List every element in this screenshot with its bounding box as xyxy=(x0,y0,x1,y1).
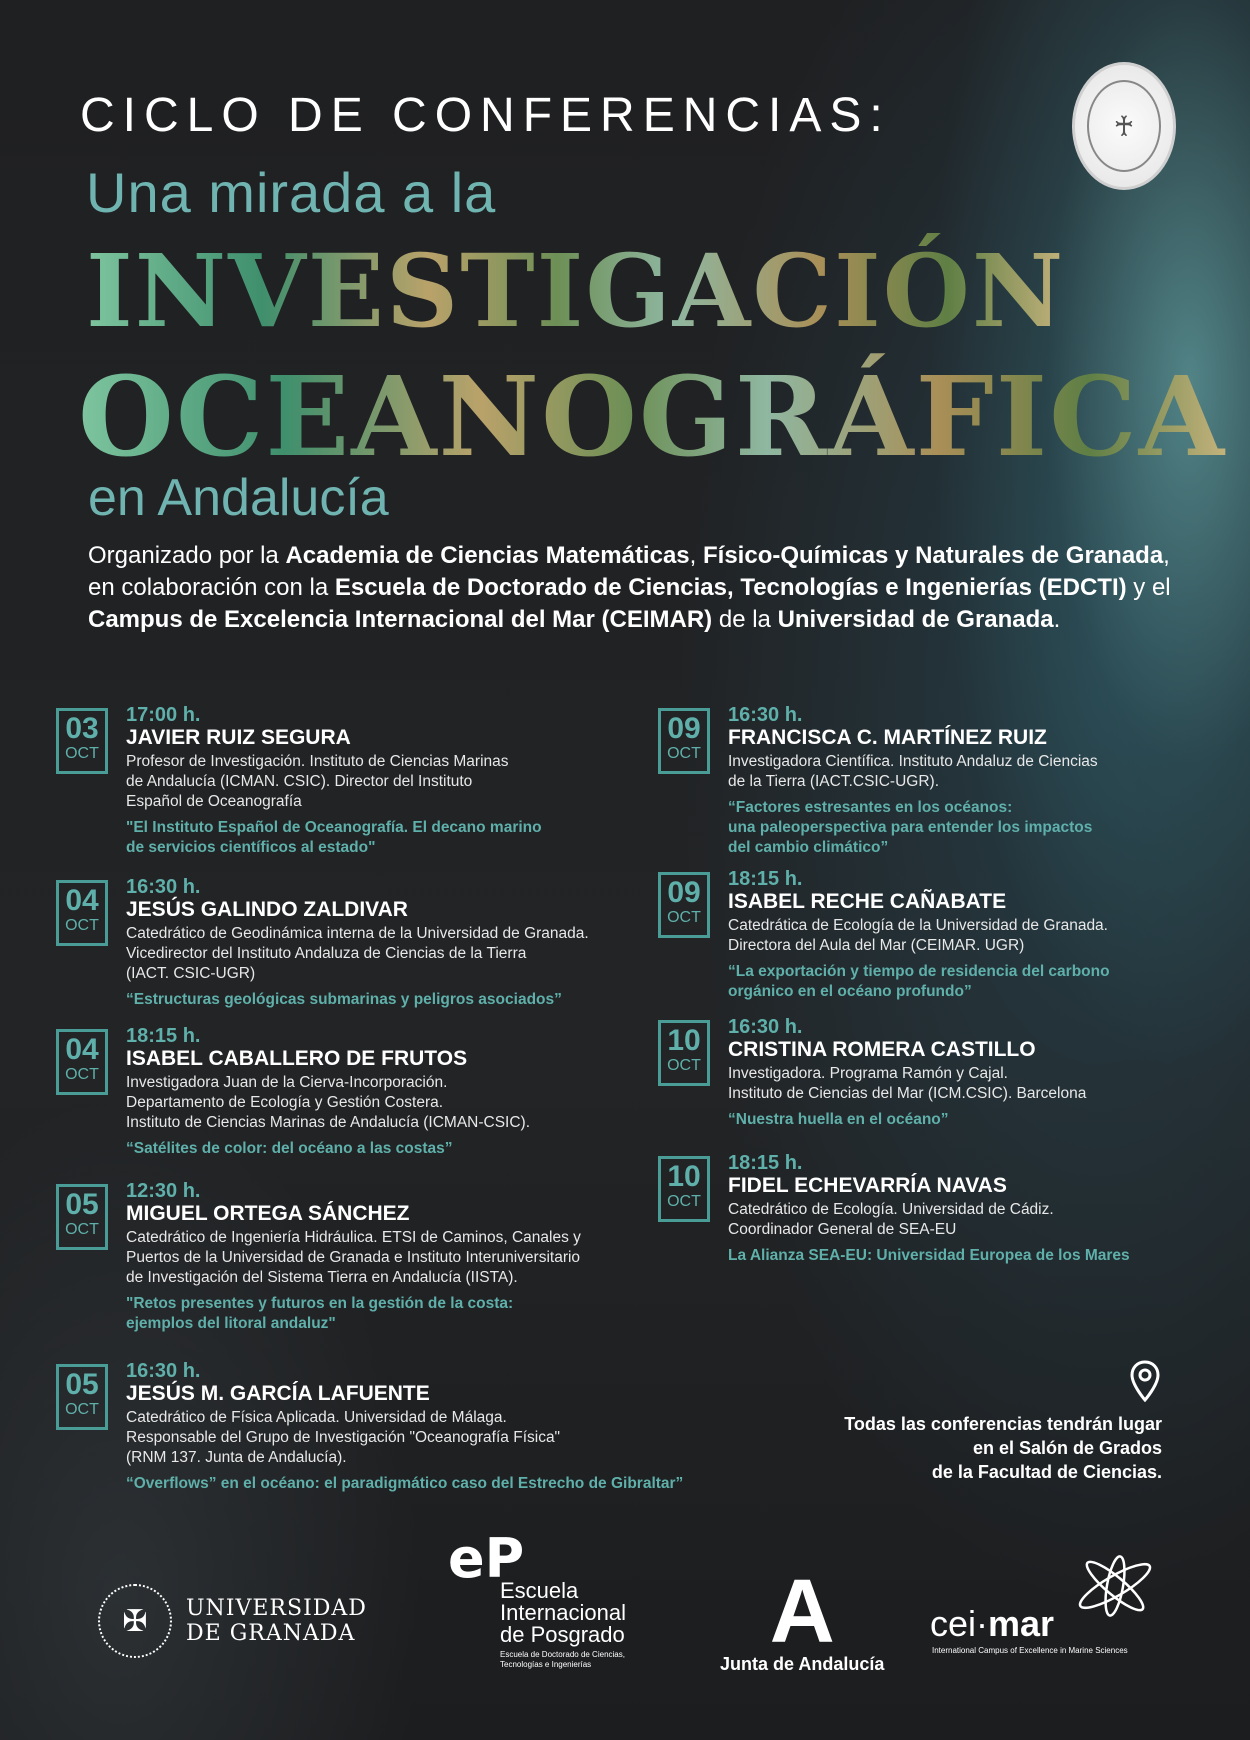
intro-bold: Universidad de Granada xyxy=(777,606,1054,633)
event-body xyxy=(126,1180,686,1334)
intro-paragraph xyxy=(88,540,1198,636)
date-day: 05 xyxy=(65,1188,99,1221)
talk-title xyxy=(126,1139,686,1159)
venue-note xyxy=(844,1412,1162,1484)
title-line-2: OCEANOGRÁFICA xyxy=(78,352,1227,481)
description-line: Catedrático de Ecología. Universidad de Cádiz. xyxy=(728,1201,1054,1218)
description-line: Investigadora Juan de la Cierva-Incorporación. xyxy=(126,1074,448,1091)
cycle-label: CICLO DE CONFERENCIAS: xyxy=(80,89,891,142)
event-body xyxy=(126,704,686,858)
description-line: Catedrática de Ecología de la Universidad de Granada. xyxy=(728,917,1108,934)
date-box xyxy=(56,1364,108,1430)
date-month: OCT xyxy=(667,1193,701,1210)
speaker-description xyxy=(728,1200,1228,1240)
eip-mark-icon: eP xyxy=(448,1527,525,1590)
intro-text: , en colaboración con la xyxy=(88,542,1170,601)
talk-line: ejemplos del litoral andaluz" xyxy=(126,1315,336,1332)
speaker-description xyxy=(126,924,686,984)
speaker-description xyxy=(728,752,1228,792)
event-body xyxy=(126,1025,686,1159)
academy-seal-logo xyxy=(1072,62,1176,190)
date-month: OCT xyxy=(65,1221,99,1238)
event-body xyxy=(126,876,686,1010)
talk-title xyxy=(728,1246,1228,1266)
speaker-description xyxy=(126,1228,686,1288)
date-month: OCT xyxy=(65,1401,99,1418)
intro-text: de la xyxy=(712,606,778,633)
event-time: 16:30 h. xyxy=(126,876,201,898)
description-line: Catedrático de Ingeniería Hidráulica. ETSI de Caminos, Canales y xyxy=(126,1229,581,1246)
event-time: 12:30 h. xyxy=(126,1180,201,1202)
event-body xyxy=(728,868,1228,1002)
event-body xyxy=(126,1360,686,1494)
event-time: 18:15 h. xyxy=(728,1152,803,1174)
date-day: 04 xyxy=(65,1033,99,1066)
event-time: 18:15 h. xyxy=(728,868,803,890)
speaker-name: JESÚS GALINDO ZALDIVAR xyxy=(126,898,408,921)
date-box xyxy=(658,1020,710,1086)
talk-title xyxy=(126,1294,686,1334)
eip-line: Internacional xyxy=(500,1600,626,1625)
event-time: 16:30 h. xyxy=(728,704,803,726)
ceimar-suffix: mar xyxy=(988,1603,1055,1644)
eip-logo xyxy=(448,1527,648,1682)
event-time: 18:15 h. xyxy=(126,1025,201,1047)
date-day: 03 xyxy=(65,712,99,745)
description-line: Vicedirector del Instituto Andaluza de Ciencias de la Tierra xyxy=(126,945,527,962)
speaker-name: MIGUEL ORTEGA SÁNCHEZ xyxy=(126,1202,410,1225)
intro-bold: Escuela de Doctorado de Ciencias, Tecnologías e Ingenierías (EDCTI) xyxy=(334,574,1127,601)
venue-line: de la Facultad de Ciencias. xyxy=(931,1462,1162,1482)
date-month: OCT xyxy=(65,745,99,762)
description-line: Directora del Aula del Mar (CEIMAR. UGR) xyxy=(728,937,1025,954)
date-month: OCT xyxy=(65,917,99,934)
date-day: 10 xyxy=(667,1160,701,1193)
talk-line: "El Instituto Español de Oceanografía. El decano marino xyxy=(126,819,542,836)
date-month: OCT xyxy=(667,745,701,762)
date-month: OCT xyxy=(667,909,701,926)
speaker-description xyxy=(126,1073,686,1133)
speaker-name: JESÚS M. GARCÍA LAFUENTE xyxy=(126,1382,430,1405)
date-month: OCT xyxy=(65,1066,99,1083)
date-box xyxy=(658,708,710,774)
eip-line: de Posgrado xyxy=(500,1622,625,1647)
ugr-logo xyxy=(98,1584,367,1658)
location-pin-icon xyxy=(1130,1360,1160,1402)
intro-text: Organizado por la xyxy=(88,542,286,569)
description-line: (IACT. CSIC-UGR) xyxy=(126,965,256,982)
event-body xyxy=(728,704,1228,858)
ceimar-subtitle: International Campus of Excellence in Marine Sciences xyxy=(932,1646,1128,1655)
speaker-description xyxy=(728,1064,1228,1104)
intro-bold: Físico-Químicas y Naturales de Granada xyxy=(703,542,1164,569)
talk-title xyxy=(126,990,686,1010)
ceimar-name xyxy=(930,1604,1054,1644)
date-box xyxy=(56,1029,108,1095)
date-box xyxy=(658,872,710,938)
speaker-name: FRANCISCA C. MARTÍNEZ RUIZ xyxy=(728,726,1047,749)
talk-line: “Estructuras geológicas submarinas y peligros asociados” xyxy=(126,991,562,1008)
venue-line: en el Salón de Grados xyxy=(972,1438,1162,1458)
description-line: Responsable del Grupo de Investigación "Oceanografía Física" xyxy=(126,1429,561,1446)
talk-title xyxy=(126,1474,686,1494)
description-line: de Andalucía (ICMAN. CSIC). Director del Instituto xyxy=(126,773,473,790)
talk-title xyxy=(126,818,686,858)
date-day: 05 xyxy=(65,1368,99,1401)
date-box xyxy=(658,1156,710,1222)
subtitle: Una mirada a la xyxy=(86,161,497,224)
talk-line: “La exportación y tiempo de residencia del carbono xyxy=(728,963,1110,980)
date-day: 09 xyxy=(667,876,701,909)
talk-title xyxy=(728,798,1228,858)
talk-line: del cambio climático” xyxy=(728,839,889,856)
description-line: (RNM 137. Junta de Andalucía). xyxy=(126,1449,347,1466)
ugr-line: DE GRANADA xyxy=(186,1621,356,1646)
region-label: en Andalucía xyxy=(88,469,389,527)
intro-text: , xyxy=(689,542,703,569)
event-body xyxy=(728,1152,1228,1266)
speaker-description xyxy=(126,1408,686,1468)
eip-subtitle: Escuela de Doctorado de Ciencias, Tecnologías e Ingenierías xyxy=(500,1650,625,1669)
talk-line: “Overflows” en el océano: el paradigmático caso del Estrecho de Gibraltar” xyxy=(126,1475,684,1492)
talk-line: de servicios científicos al estado" xyxy=(126,839,376,856)
description-line: Puertos de la Universidad de Granada e Instituto Interuniversitario xyxy=(126,1249,581,1266)
seal-figure-icon: ♰ xyxy=(1087,80,1161,172)
description-line: Investigadora. Programa Ramón y Cajal. xyxy=(728,1065,1008,1082)
description-line: Instituto de Ciencias Marinas de Andalucía (ICMAN-CSIC). xyxy=(126,1114,531,1131)
intro-text: . xyxy=(1053,606,1061,633)
description-line: Instituto de Ciencias del Mar (ICM.CSIC). Barcelona xyxy=(728,1085,1087,1102)
description-line: Profesor de Investigación. Instituto de Ciencias Marinas xyxy=(126,753,509,770)
title-line-1: INVESTIGACIÓN xyxy=(86,232,1066,350)
date-day: 04 xyxy=(65,884,99,917)
speaker-name: ISABEL RECHE CAÑABATE xyxy=(728,890,1007,913)
date-box xyxy=(56,708,108,774)
speaker-name: JAVIER RUIZ SEGURA xyxy=(126,726,351,749)
description-line: de Investigación del Sistema Tierra en Andalucía (IISTA). xyxy=(126,1269,518,1286)
talk-line: “Satélites de color: del océano a las costas” xyxy=(126,1140,453,1157)
event-time: 16:30 h. xyxy=(728,1016,803,1038)
junta-logo xyxy=(720,1562,885,1675)
date-month: OCT xyxy=(667,1057,701,1074)
junta-a-icon: A xyxy=(769,1562,835,1662)
ugr-crest-icon: ✠ xyxy=(98,1584,172,1658)
speaker-name: ISABEL CABALLERO DE FRUTOS xyxy=(126,1047,468,1070)
venue-line: Todas las conferencias tendrán lugar xyxy=(844,1414,1162,1434)
junta-name: Junta de Andalucía xyxy=(720,1654,885,1674)
speaker-name: CRISTINA ROMERA CASTILLO xyxy=(728,1038,1036,1061)
description-line: Coordinador General de SEA-EU xyxy=(728,1221,957,1238)
description-line: Departamento de Ecología y Gestión Costera. xyxy=(126,1094,444,1111)
talk-line: "Retos presentes y futuros en la gestión de la costa: xyxy=(126,1295,514,1312)
speaker-description xyxy=(728,916,1228,956)
talk-line: una paleoperspectiva para entender los impactos xyxy=(728,819,1093,836)
speaker-description xyxy=(126,752,686,812)
description-line: Catedrático de Geodinámica interna de la Universidad de Granada. xyxy=(126,925,589,942)
event-body xyxy=(728,1016,1228,1130)
intro-bold: Campus de Excelencia Internacional del Mar (CEIMAR) xyxy=(88,606,713,633)
ugr-line: UNIVERSIDAD xyxy=(186,1596,367,1621)
talk-line: orgánico en el océano profundo” xyxy=(728,983,972,1000)
event-time: 16:30 h. xyxy=(126,1360,201,1382)
description-line: de la Tierra (IACT.CSIC-UGR). xyxy=(728,773,940,790)
date-box xyxy=(56,880,108,946)
ceimar-flower-icon xyxy=(1070,1546,1160,1626)
date-day: 10 xyxy=(667,1024,701,1057)
description-line: Catedrático de Física Aplicada. Universidad de Málaga. xyxy=(126,1409,507,1426)
event-time: 17:00 h. xyxy=(126,704,201,726)
talk-line: “Factores estresantes en los océanos: xyxy=(728,799,1013,816)
ceimar-prefix: cei· xyxy=(930,1603,989,1644)
talk-line: La Alianza SEA-EU: Universidad Europea de los Mares xyxy=(728,1247,1130,1264)
speaker-name: FIDEL ECHEVARRÍA NAVAS xyxy=(728,1174,1007,1197)
ugr-name xyxy=(186,1596,367,1646)
intro-bold: Academia de Ciencias Matemáticas xyxy=(285,542,690,569)
ceimar-logo xyxy=(930,1546,1170,1666)
talk-title xyxy=(728,1110,1228,1130)
talk-line: “Nuestra huella en el océano” xyxy=(728,1111,949,1128)
intro-text: y el xyxy=(1126,574,1171,601)
talk-title xyxy=(728,962,1228,1002)
eip-name xyxy=(500,1580,626,1646)
eip-line: Escuela xyxy=(500,1578,579,1603)
date-day: 09 xyxy=(667,712,701,745)
description-line: Investigadora Científica. Instituto Andaluz de Ciencias xyxy=(728,753,1098,770)
date-box xyxy=(56,1184,108,1250)
description-line: Español de Oceanografía xyxy=(126,793,302,810)
